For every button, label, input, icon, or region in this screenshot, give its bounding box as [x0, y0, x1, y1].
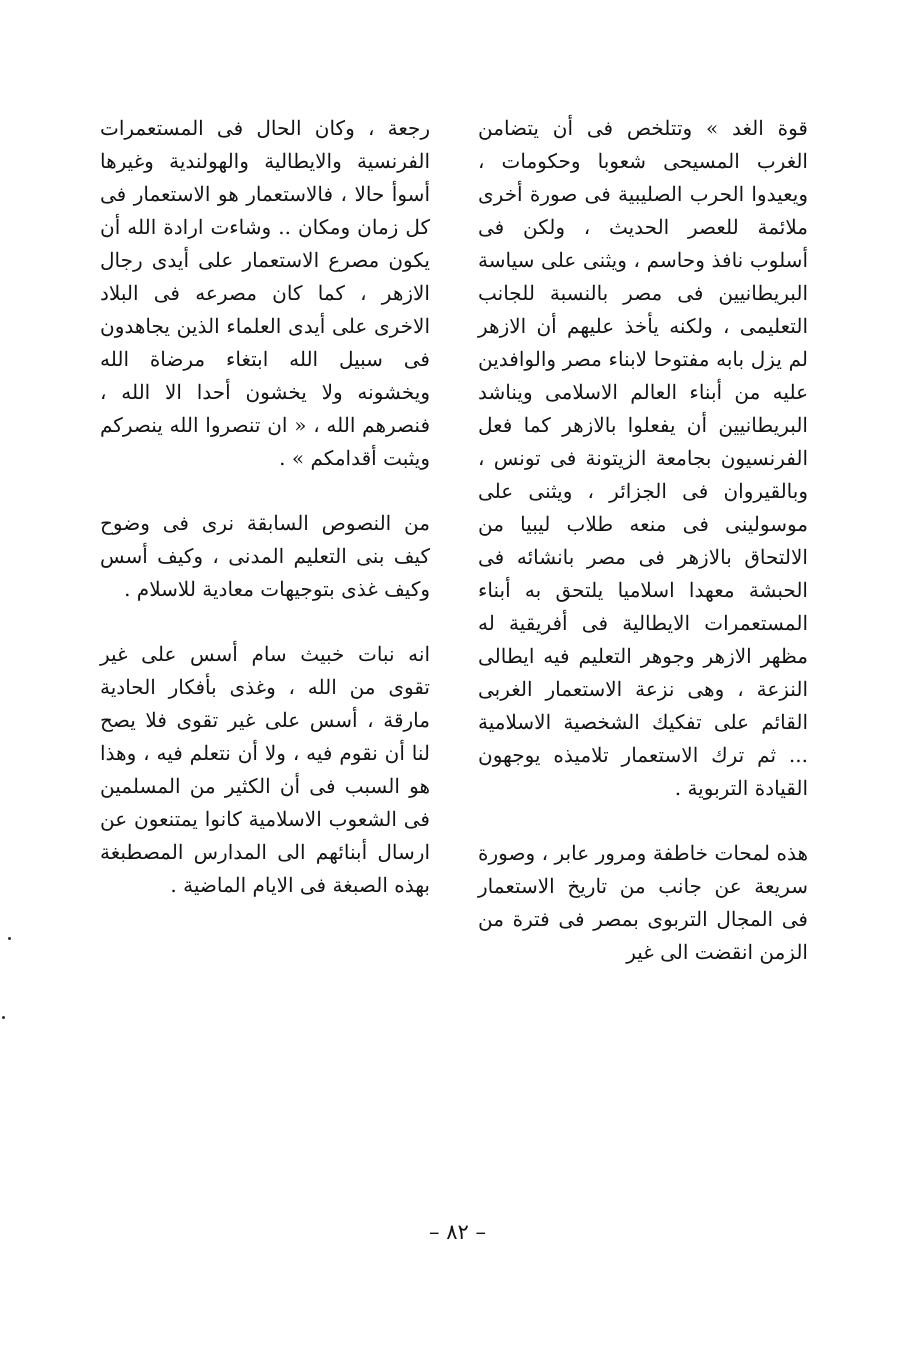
- paragraph: من النصوص السابقة نرى فى وضوح كيف بنى التعليم المدنى ، وكيف أسس وكيف غذى بتوجيهات معادية للاسلام .: [100, 511, 430, 601]
- margin-speck: [8, 937, 11, 940]
- paragraph: رجعة ، وكان الحال فى المستعمرات الفرنسية والايطالية والهولندية وغيرها أسوأ حالا ، فالاستعمار هو الاستعمار فى كل زمان ومكان .. وشاءت ارادة الله أن يكون مصرع الاستعمار على أيدى رجال الازهر ، كما كان مصرعه فى البلاد الاخرى على أيدى العلماء الذين يجاهدون فى سبيل الله ابتغاء مرضاة الله ويخشونه ولا يخشون أحدا الا الله ، فنصرهم الله ، « ان تنصروا الله ينصركم ويثبت أقدامكم » .: [100, 116, 430, 470]
- paragraph: انه نبات خبيث سام أسس على غير تقوى من الله ، وغذى بأفكار الحادية مارقة ، أسس على غير تقوى فلا يصح لنا أن نقوم فيه ، ولا أن نتعلم فيه ، وهذا هو السبب فى أن الكثير من المسلمين فى الشعوب الاسلامية كانوا يمتنعون عن ارسال أبنائهم الى المدارس المصطبغة بهذه الصبغة فى الايام الماضية .: [100, 642, 430, 897]
- paragraph: هذه لمحات خاطفة ومرور عابر ، وصورة سريعة عن جانب من تاريخ الاستعمار فى المجال التربوى بمصر فى فترة من الزمن انقضت الى غير: [478, 841, 808, 964]
- page-number: – ٨٢ –: [429, 1220, 486, 1244]
- right-text-column: [478, 112, 808, 969]
- margin-speck: [2, 1016, 5, 1019]
- paragraph: قوة الغد » وتتلخص فى أن يتضامن الغرب المسيحى شعوبا وحكومات ، ويعيدوا الحرب الصليبية فى صورة أخرى ملائمة للعصر الحديث ، ولكن فى أسلوب نافذ وحاسم ، ويثنى على سياسة البريطانيين فى مصر بالنسبة للجانب التعليمى ، ولكنه يأخذ عليهم أن الازهر لم يزل بابه مفتوحا لابناء مصر والوافدين عليه من أبناء العالم الاسلامى ويناشد البريطانيين أن يفعلوا بالازهر كما فعل الفرنسيون بجامعة الزيتونة فى تونس ، وبالقيروان فى الجزائر ، ويثنى على موسولينى فى منعه طلاب ليبيا من الالتحاق بالازهر فى مصر بانشائه فى الحبشة معهدا اسلاميا يلتحق به أبناء المستعمرات الايطالية فى أفريقية له مظهر الازهر وجوهر التعليم فيه ايطالى النزعة ، وهى نزعة الاستعمار الغربى القائم على تفكيك الشخصية الاسلامية ... ثم ترك الاستعمار تلاميذه يوجهون القيادة التربوية .: [478, 116, 808, 800]
- left-text-column: [100, 112, 430, 902]
